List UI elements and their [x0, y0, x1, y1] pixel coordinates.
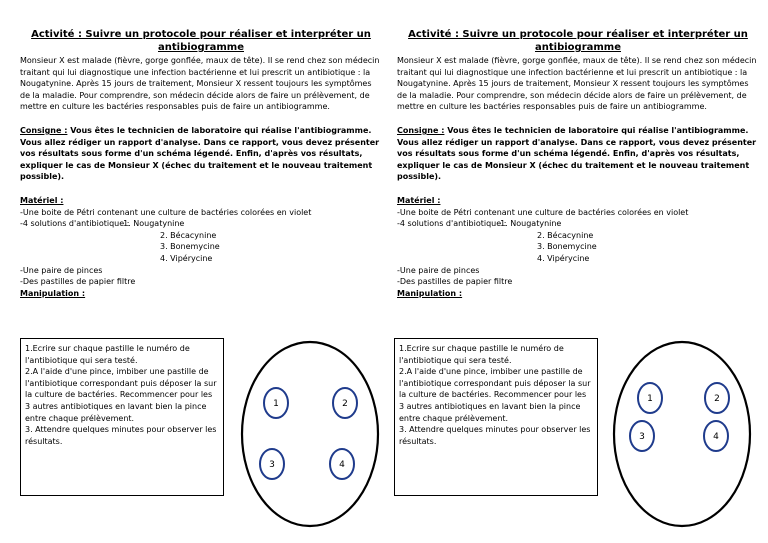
materiel-line-petri: -Une boite de Pétri contenant une culture de bactéries colorées en violet: [397, 207, 689, 217]
pastille-1: [264, 388, 288, 418]
consigne-text: Vous êtes le technicien de laboratoire qui réalise l'antibiogramme. Vous allez rédiger un rapport d'analyse. Dans ce rapport, vous devez présenter vos résultats sous forme d'un schéma légendé. Enfin, d'après vos résultats, expliquer le cas de Monsieur X (échec du traitement et le nouveau traitement possible).: [20, 125, 380, 182]
petri-dish-outline: [242, 342, 378, 526]
antibiotic-item: 2. Bécacynine: [537, 230, 594, 240]
petri-dish-svg: [612, 340, 754, 530]
manipulation-steps-box: [394, 338, 598, 496]
pastille-label: 3: [269, 460, 275, 470]
step-3: 3. Attendre quelques minutes pour observer les résultats.: [25, 425, 217, 446]
pastille-3: [630, 421, 654, 451]
pastille-4: [330, 449, 354, 479]
antibiotic-item: 3. Bonemycine: [537, 242, 597, 252]
activity-title: Activité : Suivre un protocole pour réaliser et interpréter un antibiogramme: [408, 29, 748, 53]
step-1: 1.Ecrire sur chaque pastille le numéro de l'antibiotique qui sera testé.: [25, 344, 190, 365]
antibiotic-item: 4. Vipérycine: [537, 253, 590, 263]
materiel-line-petri: -Une boite de Pétri contenant une culture de bactéries colorées en violet: [20, 207, 312, 217]
pastille-1: [638, 383, 662, 413]
intro-paragraph: Monsieur X est malade (fièvre, gorge gonflée, maux de tête). Il se rend chez son médecin traitant qui lui diagnostique une infection bactérienne et lui prescrit un antibiotique : la Nougatynine. Après 15 jours de traitement, Monsieur X ressent toujours les symptômes de la maladie. Pour comprendre, son médecin décide alors de faire un prélèvement, de mettre en culture les bactéries responsables puis de faire un antibiogramme.: [397, 56, 757, 112]
petri-dish-svg: [240, 340, 382, 530]
step-2: 2.A l'aide d'une pince, imbiber une pastille de l'antibiotique correspondant puis déposer la sur la culture de bactéries. Recommencer pour les 3 autres antibiotiques en lavant bien la pince entre chaque prélèvement.: [399, 367, 591, 423]
materiel-line-pinces: -Une paire de pinces: [20, 265, 103, 275]
antibiotic-item: 1. Nougatynine: [123, 219, 185, 229]
consigne-label: Consigne :: [397, 125, 445, 135]
consigne-paragraph: [397, 125, 759, 183]
materiel-antibiotic-row: [397, 218, 759, 230]
consigne-paragraph: [20, 125, 382, 183]
materiel-line-pastilles: -Des pastilles de papier filtre: [397, 277, 513, 287]
manipulation-heading: Manipulation :: [20, 288, 86, 298]
pastille-3: [260, 449, 284, 479]
materiel-antibiotic-lead: -4 solutions d'antibiotique :: [20, 219, 130, 229]
activity-sheet-left: [20, 28, 382, 299]
materiel-line-pinces: -Une paire de pinces: [397, 265, 480, 275]
petri-dish-outline: [614, 342, 750, 526]
pastille-label: 3: [639, 432, 645, 442]
activity-sheet-right: [397, 28, 759, 299]
pastille-2: [333, 388, 357, 418]
materiel-antibiotic-row: [20, 218, 382, 230]
manipulation-heading: Manipulation :: [397, 288, 463, 298]
materiel-antibiotic-lead: -4 solutions d'antibiotique :: [397, 219, 507, 229]
activity-title: Activité : Suivre un protocole pour réaliser et interpréter un antibiogramme: [31, 29, 371, 53]
antibiotic-item: 2. Bécacynine: [160, 230, 217, 240]
pastille-label: 1: [273, 399, 279, 409]
materiel-line-pastilles: -Des pastilles de papier filtre: [20, 277, 136, 287]
step-1: 1.Ecrire sur chaque pastille le numéro de l'antibiotique qui sera testé.: [399, 344, 564, 365]
materiel-heading: Matériel :: [20, 195, 64, 205]
pastille-label: 1: [647, 394, 653, 404]
pastille-label: 2: [714, 394, 720, 404]
antibiotic-item: 4. Vipérycine: [160, 253, 213, 263]
petri-dish-diagram: [612, 340, 754, 530]
step-3: 3. Attendre quelques minutes pour observer les résultats.: [399, 425, 591, 446]
pastille-label: 2: [342, 399, 348, 409]
materiel-heading: Matériel :: [397, 195, 441, 205]
pastille-label: 4: [713, 432, 719, 442]
consigne-label: Consigne :: [20, 125, 68, 135]
pastille-2: [705, 383, 729, 413]
petri-dish-diagram: [240, 340, 382, 530]
manipulation-steps-box: [20, 338, 224, 496]
antibiotic-item: 1. Nougatynine: [500, 219, 562, 229]
antibiotic-item: 3. Bonemycine: [160, 242, 220, 252]
pastille-label: 4: [339, 460, 345, 470]
pastille-4: [704, 421, 728, 451]
consigne-text: Vous êtes le technicien de laboratoire qui réalise l'antibiogramme. Vous allez rédiger un rapport d'analyse. Dans ce rapport, vous devez présenter vos résultats sous forme d'un schéma légendé. Enfin, d'après vos résultats, expliquer le cas de Monsieur X (échec du traitement et le nouveau traitement possible).: [397, 125, 757, 182]
intro-paragraph: Monsieur X est malade (fièvre, gorge gonflée, maux de tête). Il se rend chez son médecin traitant qui lui diagnostique une infection bactérienne et lui prescrit un antibiotique : la Nougatynine. Après 15 jours de traitement, Monsieur X ressent toujours les symptômes de la maladie. Pour comprendre, son médecin décide alors de faire un prélèvement, de mettre en culture les bactéries responsables puis de faire un antibiogramme.: [20, 56, 380, 112]
step-2: 2.A l'aide d'une pince, imbiber une pastille de l'antibiotique correspondant puis déposer la sur la culture de bactéries. Recommencer pour les 3 autres antibiotiques en lavant bien la pince entre chaque prélèvement.: [25, 367, 217, 423]
